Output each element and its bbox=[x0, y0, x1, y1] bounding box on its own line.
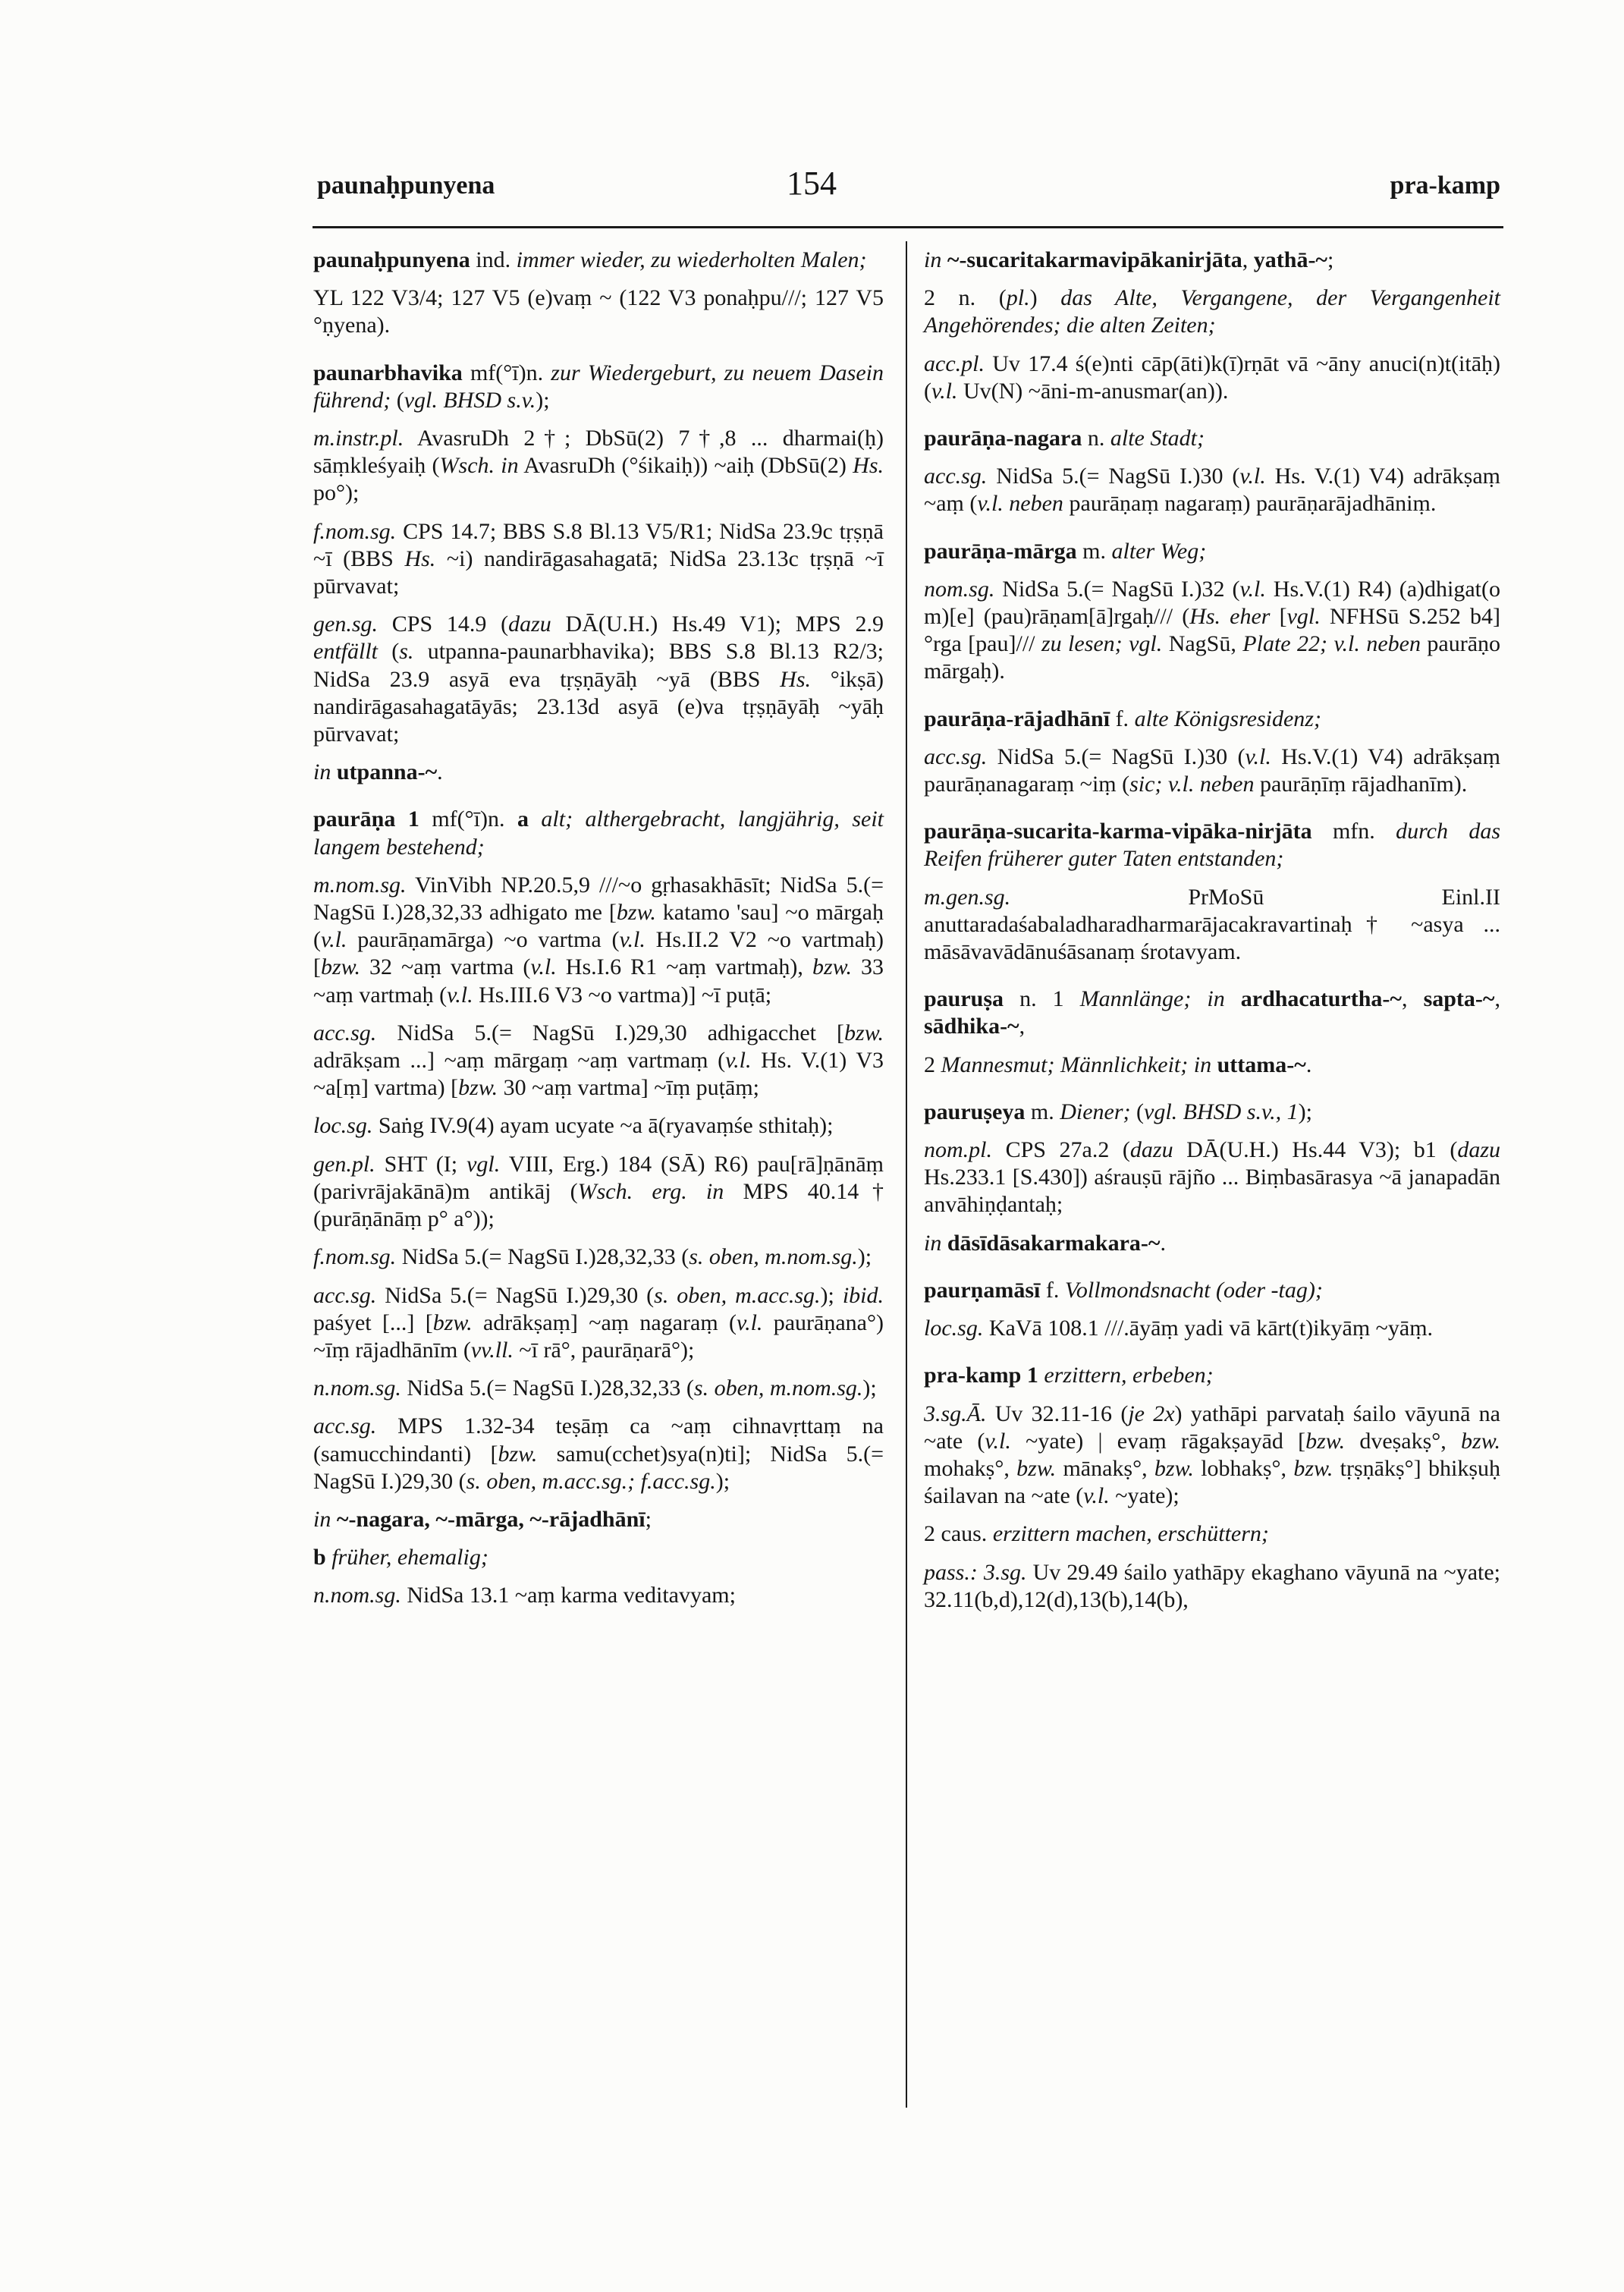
header-right-headword: pra-kamp bbox=[1390, 171, 1500, 200]
right-column bbox=[924, 247, 1500, 1624]
citation: loc.sg. Saṅg IV.9(4) ayam ucyate ~a ā(ryavaṃśe sthitaḥ); bbox=[313, 1113, 834, 1139]
running-header bbox=[0, 161, 1624, 214]
citation: 3.sg.Ā. Uv 32.11-16 (je 2x) yathāpi parvataḥ śailo vāyunā na ~ate (v.l. ~yate) | evaṃ rāgakṣayād [bzw. dveṣakṣ°, bzw. mohakṣ°, bzw. mānakṣ°, bzw. lobhakṣ°, bzw. tṛṣṇākṣ°] bhikṣuḥ śailavan na ~ate (v.l. ~yate); bbox=[924, 1401, 1501, 1509]
entry-paurnamasi: paurṇamāsī f. Vollmondsnacht (oder -tag); bbox=[924, 1277, 1323, 1303]
entry-paunahpunyena: paunaḥpunyena ind. immer wieder, zu wiederholten Malen; bbox=[313, 247, 867, 272]
citation: acc.pl. Uv 17.4 ś(e)nti cāp(āti)k(ī)rṇāt vā ~āny anuci(n)t(itāḥ) (v.l. Uv(N) ~āni-m-anusmar(an)). bbox=[924, 351, 1500, 404]
sense-b: b früher, ehemalig; bbox=[313, 1545, 488, 1570]
citation: m.gen.sg. PrMoSū Einl.II anuttaradaśabaladharadharmarājacakravartinaḥ† ~asya ... māsāvavādānuśāsanaṃ śrotavyam. bbox=[924, 884, 1500, 965]
entry-paurana-nagara: paurāṇa-nagara n. alte Stadt; bbox=[924, 426, 1205, 451]
header-rule bbox=[313, 226, 1503, 228]
citation: f.nom.sg. CPS 14.7; BBS S.8 Bl.13 V5/R1; NidSa 23.9c tṛṣṇā ~ī (BBS Hs. ~i) nandirāgasahagatā; NidSa 23.13c tṛṣṇā ~ī pūrvavat; bbox=[313, 518, 884, 599]
citation: acc.sg. MPS 1.32-34 teṣāṃ ca ~aṃ cihnavṛttaṃ na (samucchindanti) [bzw. samu(cchet)sya(n)ti]; NidSa 5.(= NagSū I.)29,30 (s. oben, m.acc.sg.; f.acc.sg.); bbox=[313, 1413, 884, 1494]
column-divider bbox=[906, 241, 907, 2108]
sense-2: 2 n. (pl.) das Alte, Vergangene, der Vergangenheit Angehörendes; die alten Zeiten; bbox=[924, 285, 1500, 338]
entry-paurana-sucarita: paurāṇa-sucarita-karma-vipāka-nirjāta mfn. durch das Reifen früherer guter Taten entstanden; bbox=[924, 819, 1500, 872]
entry-paurana-marga: paurāṇa-mārga m. alter Weg; bbox=[924, 538, 1207, 564]
entry-pra-kamp: pra-kamp 1 erzittern, erbeben; bbox=[924, 1363, 1214, 1388]
citation: m.nom.sg. VinVibh NP.20.5,9 ///~o gṛhasakhāsīt; NidSa 5.(= NagSū I.)28,32,33 adhigato me [bzw. katamo 'sau] ~o mārgaḥ (v.l. paurāṇamārga) ~o vartma (v.l. Hs.II.2 V2 ~o vartmaḥ) [bzw. 32 ~aṃ vartma (v.l. Hs.I.6 R1 ~aṃ vartmaḥ), bzw. 33 ~aṃ vartmaḥ (v.l. Hs.III.6 V3 ~o vartma)] ~ī puṭā; bbox=[313, 872, 884, 1008]
left-column bbox=[313, 247, 884, 1621]
citation: loc.sg. KaVā 108.1 ///.āyāṃ yadi vā kārt(t)ikyāṃ ~yāṃ. bbox=[924, 1316, 1434, 1341]
citation: acc.sg. NidSa 5.(= NagSū I.)30 (v.l. Hs.V.(1) V4) adrākṣaṃ paurāṇanagaraṃ ~iṃ (sic; v.l. neben paurāṇīṃ rājadhanīm). bbox=[924, 744, 1500, 797]
page-number: 154 bbox=[787, 165, 837, 202]
citation: acc.sg. NidSa 5.(= NagSū I.)30 (v.l. Hs. V.(1) V4) adrākṣaṃ ~aṃ (v.l. neben paurāṇaṃ nagaraṃ) paurāṇarājadhāniṃ. bbox=[924, 464, 1501, 517]
entry-pauruseya: pauruṣeya m. Diener; (vgl. BHSD s.v., 1); bbox=[924, 1099, 1312, 1124]
cross-reference: in ~-sucaritakarmavipākanirjāta, yathā-~; bbox=[924, 247, 1334, 272]
citation: acc.sg. NidSa 5.(= NagSū I.)29,30 (s. oben, m.acc.sg.); ibid. paśyet [...] [bzw. adrākṣaṃ] ~aṃ nagaraṃ (v.l. paurāṇana°) ~īṃ rājadhānīm (vv.ll. ~ī rā°, paurāṇarā°); bbox=[313, 1282, 884, 1363]
entry-paurana-1: paurāṇa 1 mf(°ī)n. a alt; althergebracht, langjährig, seit langem bestehend; bbox=[313, 806, 884, 860]
sense-2-caus: 2 caus. erzittern machen, erschüttern; bbox=[924, 1521, 1269, 1547]
cross-reference: in dāsīdāsakarmakara-~. bbox=[924, 1230, 1166, 1256]
citation: pass.: 3.sg. Uv 29.49 śailo yathāpy ekaghano vāyunā na ~yate; 32.11(b,d),12(d),13(b),14(b), bbox=[924, 1559, 1500, 1612]
citation: acc.sg. NidSa 5.(= NagSū I.)29,30 adhigacchet [bzw. adrākṣam ...] ~aṃ mārgaṃ ~aṃ vartmaṃ (v.l. Hs. V.(1) V3 ~a[ṃ] vartma) [bzw. 30 ~aṃ vartma] ~īṃ puṭāṃ; bbox=[313, 1020, 884, 1101]
citation: f.nom.sg. NidSa 5.(= NagSū I.)28,32,33 (s. oben, m.nom.sg.); bbox=[313, 1244, 872, 1270]
citation: n.nom.sg. NidSa 13.1 ~aṃ karma veditavyam; bbox=[313, 1583, 736, 1608]
entry-paurusa: pauruṣa n. 1 Mannlänge; in ardhacaturtha-~, sapta-~, sādhika-~, bbox=[924, 986, 1501, 1039]
entry-paurana-rajadhani: paurāṇa-rājadhānī f. alte Königsresidenz; bbox=[924, 706, 1321, 731]
citation: m.instr.pl. AvasruDh 2†; DbSū(2) 7†,8 ... dharmai(ḥ) sāṃkleśyaiḥ (Wsch. in AvasruDh (°śikaiḥ)) ~aiḥ (DbSū(2) Hs. po°); bbox=[313, 426, 884, 506]
cross-reference: in ~-nagara, ~-mārga, ~-rājadhānī; bbox=[313, 1506, 652, 1532]
citation: gen.sg. CPS 14.9 (dazu DĀ(U.H.) Hs.49 V1); MPS 2.9 entfällt (s. utpanna-paunarbhavika); BBS S.8 Bl.13 R2/3; NidSa 23.9 asyā eva tṛṣṇāyāḥ ~yā (BBS Hs. °ikṣā) nandirāgasahagatāyās; 23.13d asyā (e)va tṛṣṇāyāḥ ~yāḥ pūrvavat; bbox=[313, 612, 884, 747]
citation: YL 122 V3/4; 127 V5 (e)vaṃ ~ (122 V3 ponaḥpu///; 127 V5 °ṇyena). bbox=[313, 285, 884, 338]
sense-2: 2 Mannesmut; Männlichkeit; in uttama-~. bbox=[924, 1052, 1312, 1077]
citation: nom.pl. CPS 27a.2 (dazu DĀ(U.H.) Hs.44 V3); b1 (dazu Hs.233.1 [S.430]) aśrauṣū rājño ... Biṃbasārasya ~ā janapadān anvāhiṇḍantaḥ; bbox=[924, 1137, 1501, 1218]
citation: nom.sg. NidSa 5.(= NagSū I.)32 (v.l. Hs.V.(1) R4) (a)dhigat(o m)[e] (pau)rāṇam[ā]rgaḥ/// (Hs. eher [vgl. NFHSū S.252 b4] °rga [pau]/// zu lesen; vgl. NagSū, Plate 22; v.l. neben paurāṇo mārgaḥ). bbox=[924, 576, 1501, 684]
cross-reference: in utpanna-~. bbox=[313, 759, 443, 785]
citation: n.nom.sg. NidSa 5.(= NagSū I.)28,32,33 (s. oben, m.nom.sg.); bbox=[313, 1376, 877, 1401]
header-left-headword: paunaḥpunyena bbox=[317, 171, 495, 200]
entry-paunarbhavika: paunarbhavika mf(°ī)n. zur Wiedergeburt, zu neuem Dasein führend; (vgl. BHSD s.v.); bbox=[313, 360, 884, 413]
citation: gen.pl. SHT (I; vgl. VIII, Erg.) 184 (SĀ) R6) pau[rā]ṇānāṃ (parivrājakānā)m antikāj (Wsch. erg. in MPS 40.14† (purāṇānāṃ p° a°)); bbox=[313, 1151, 884, 1232]
